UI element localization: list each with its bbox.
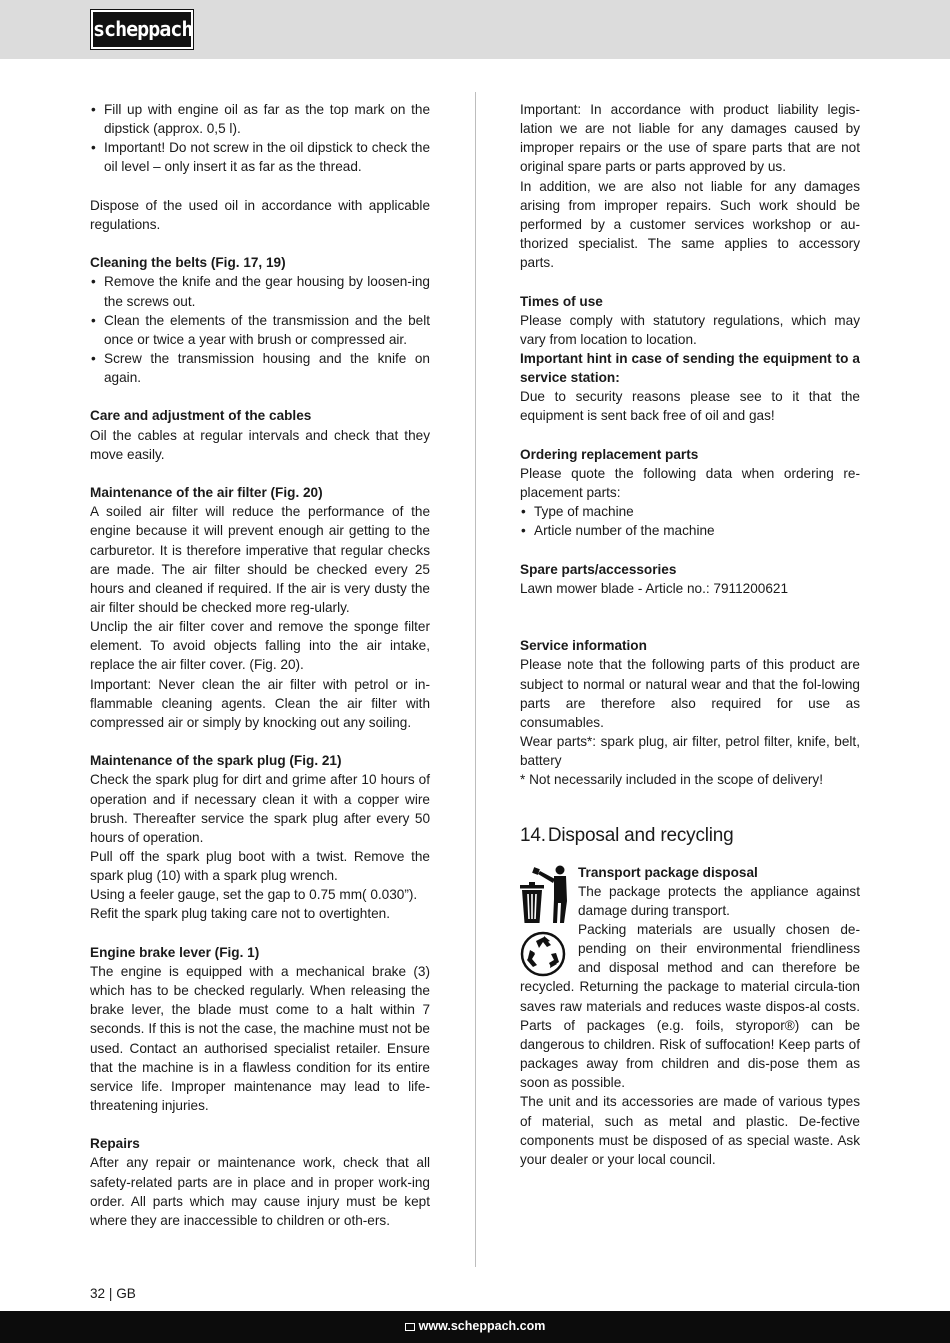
cables-heading: Care and adjustment of the cables [90,408,312,424]
left-column [90,100,430,1230]
belts-bullet-list [90,272,430,387]
monitor-icon [405,1323,415,1331]
times-of-use-heading: Times of use [520,293,603,309]
list-item: • Article number of the machine [520,521,860,540]
list-item: • Important! Do not screw in the oil dipstick to check the oil level – only insert it as far as the thread. [90,138,430,176]
section-title-text: Disposal and recycling [547,824,734,846]
air-filter-heading: Maintenance of the air filter (Fig. 20) [90,485,323,501]
header-band [0,0,950,59]
liability-paragraph: In addition, we are also not liable for any damages arising from improper repairs. Such work should be performed by a customer services workshop or au-thorized specialist. The same applies to accessory parts. [520,178,860,271]
list-item: • Type of machine [520,502,860,521]
service-station-hint-heading: Important hint in case of sending the equipment to a service station: [520,351,860,386]
recycling-icon [520,931,572,977]
spare-parts-heading: Spare parts/accessories [520,561,677,577]
page-number: 32 | GB [90,1286,136,1301]
oil-bullet-list [90,100,430,177]
service-info-paragraph: Wear parts*: spark plug, air filter, petrol filter, knife, belt, battery [520,734,860,769]
list-item: • Remove the knife and the gear housing by loosen-ing the screws out. [90,272,430,310]
list-item: • Clean the elements of the transmission and the belt once or twice a year with brush or compressed air. [90,311,430,349]
footer-bar [0,1311,950,1343]
service-info-paragraph: Please note that the following parts of this product are subject to normal or natural wear and that the fol-lowing parts are therefore also required for use as consumables. [520,657,860,730]
repairs-heading: Repairs [90,1136,140,1152]
cables-text: Oil the cables at regular intervals and check that they move easily. [90,427,430,462]
belts-heading: Cleaning the belts (Fig. 17, 19) [90,255,286,271]
spark-plug-paragraph: Pull off the spark plug boot with a twist. Remove the spark plug (10) with a spark plug wrench. [90,849,430,884]
spare-parts-text: Lawn mower blade - Article no.: 7911200621 [520,580,789,596]
service-station-hint-text: Due to security reasons please see to it that the equipment is sent back free of oil and gas! [520,389,860,424]
transport-package-paragraph: Packing materials are usually chosen de-pending on their environmental friendliness and disposal method and can therefore be recycled. Returning the package to material circula-tion saves raw materials and reduces waste dispos-al costs. Parts of packages (e.g. foils, styropor®) can be dangerous to children. Risk of suffocation! Keep parts of packages away from children and dis-pose them as soon as possible. [520,922,860,1091]
website-link[interactable]: www.scheppach.com [418,1319,546,1333]
oil-disposal-text: Dispose of the used oil in accordance with applicable regulations. [90,197,430,232]
service-info-paragraph: * Not necessarily included in the scope of delivery! [520,772,823,788]
section-title [520,824,860,848]
liability-paragraph: Important: In accordance with product liability legis-lation we are not liable for any damages caused by improper repairs or the use of spare parts that are not original spare parts or parts approved by us. [520,102,860,175]
air-filter-paragraph: A soiled air filter will reduce the performance of the engine because it will prevent enough air getting to the carburetor. It is therefore imperative that regular checks are made. The air filter should be checked every 25 hours and cleaned if required. If the air is very dusty the air filter should be checked more reg-ularly. [90,504,430,615]
list-item: • Fill up with engine oil as far as the top mark on the dipstick (approx. 0,5 l). [90,100,430,138]
scheppach-logo: scheppach [91,10,193,49]
times-of-use-text: Please comply with statutory regulations, which may vary from location to location. [520,312,860,347]
spark-plug-paragraph: Refit the spark plug taking care not to overtighten. [90,906,390,922]
ordering-bullet-list [520,502,860,540]
transport-package-paragraph: The unit and its accessories are made of various types of material, such as metal and plastic. De-fective components must be disposed of as special waste. Ask your dealer or your local council. [520,1094,860,1167]
list-item: • Screw the transmission housing and the knife on again. [90,349,430,387]
service-info-heading: Service information [520,638,647,654]
air-filter-paragraph: Important: Never clean the air filter with petrol or in-flammable cleaning agents. Clean the air filter with compressed air or simply by knocking out any soiling. [90,676,430,730]
disposal-block [520,863,860,1170]
repairs-text: After any repair or maintenance work, check that all safety-related parts are in place and in proper work-ing order. All parts which may cause injury must be kept where they are inaccessible to children or oth-ers. [90,1155,430,1228]
brake-text: The engine is equipped with a mechanical brake (3) which has to be checked regularly. When releasing the brake lever, the blade must come to a halt within 7 seconds. If this is not the case, the machine must not be used. Contact an authorised specialist retailer. Ensure that the machine is in a flawless condition for its entire service life. Improper maintenance may lead to life-threatening injuries. [90,963,430,1114]
column-divider [475,92,476,1267]
ordering-text: Please quote the following data when ordering re-placement parts: [520,465,860,501]
spark-plug-paragraph: Using a feeler gauge, set the gap to 0.75 mm( 0.030”). [90,887,418,903]
transport-package-paragraph: The package protects the appliance against damage during transport. [578,883,860,918]
right-column [520,100,860,1169]
section-number: 14. [520,824,546,846]
brake-heading: Engine brake lever (Fig. 1) [90,944,260,960]
air-filter-paragraph: Unclip the air filter cover and remove the sponge filter element. To avoid objects falling into the air intake, replace the air filter cover. (Fig. 20). [90,619,430,673]
spark-plug-paragraph: Check the spark plug for dirt and grime after 10 hours of operation and if necessary clean it with a copper wire brush. Thereafter service the spark plug after every 50 hours of operation. [90,772,430,845]
spark-plug-heading: Maintenance of the spark plug (Fig. 21) [90,753,342,769]
ordering-heading: Ordering replacement parts [520,446,699,462]
disposal-icons [520,865,572,975]
transport-package-heading: Transport package disposal [578,864,758,880]
